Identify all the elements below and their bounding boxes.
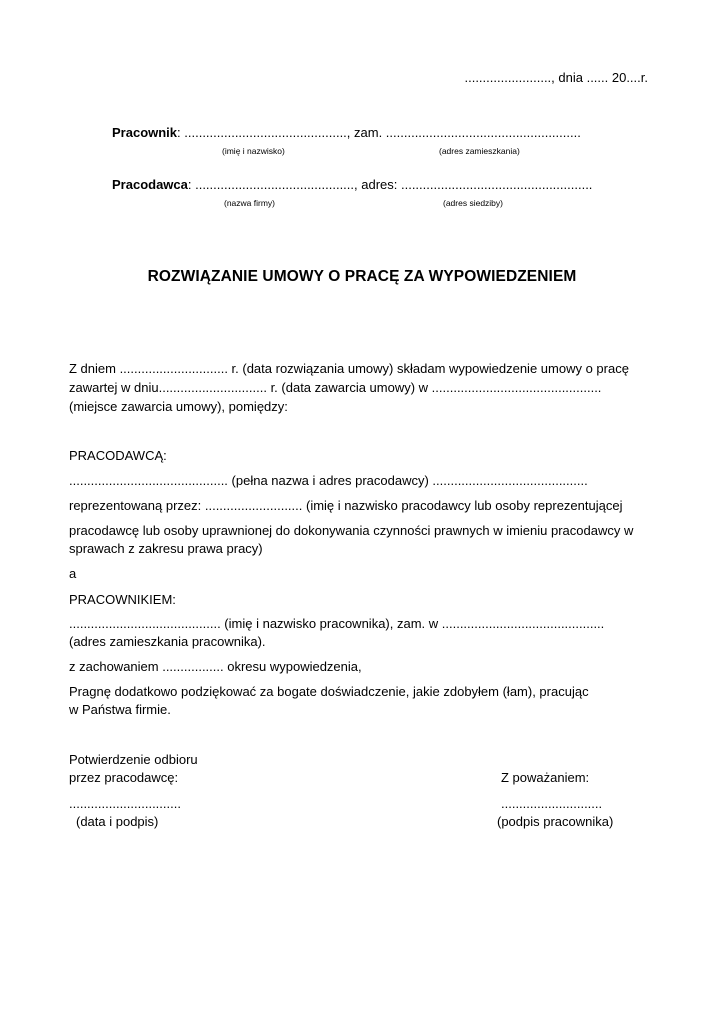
- employer-details: ............................................ (pełna nazwa i adres pracodawcy) ...........................................: [69, 473, 588, 488]
- employer-name-caption: (nazwa firmy): [224, 198, 276, 208]
- document-title: ROZWIĄZANIE UMOWY O PRACĘ ZA WYPOWIEDZENIEM: [147, 268, 577, 285]
- notice-line: z zachowaniem ................. okresu wypowiedzenia,: [69, 659, 362, 674]
- receipt-signature-dots: ...............................: [69, 796, 181, 811]
- employee-fill-line: : ............................................., zam. ......................................................: [177, 125, 581, 140]
- employee-signature-caption: (podpis pracownika): [497, 814, 614, 829]
- employer-fill-line: : ............................................, adres: .....................................................: [187, 177, 593, 192]
- regards-label: Z poważaniem:: [501, 770, 590, 785]
- employee-label: Pracownik: [112, 125, 178, 140]
- employee-name-caption: (imię i nazwisko): [222, 146, 285, 156]
- employer-address-caption: (adres siedziby): [443, 198, 503, 208]
- intro-line-2: zawartej w dniu.............................. r. (data zawarcia umowy) w ...............................................: [69, 380, 602, 395]
- employee-address-caption: (adres zamieszkania): [439, 146, 520, 156]
- receipt-label-line-1: Potwierdzenie odbioru: [69, 752, 198, 767]
- receipt-label-line-2: przez pracodawcę:: [69, 770, 179, 785]
- intro-line-3: (miejsce zawarcia umowy), pomiędzy:: [69, 399, 288, 414]
- employee-row: [112, 125, 581, 141]
- employee-heading: PRACOWNIKIEM:: [69, 592, 176, 607]
- intro-line-1: Z dniem .............................. r. (data rozwiązania umowy) składam wypowiedzenie umowy o pracę: [69, 361, 629, 376]
- employer-row: [112, 177, 592, 193]
- employer-heading: PRACODAWCĄ:: [69, 448, 167, 463]
- thanks-line-2: w Państwa firmie.: [69, 702, 171, 717]
- represented-line: reprezentowaną przez: ........................... (imię i nazwisko pracodawcy lub osoby reprezentującej: [69, 498, 623, 513]
- employee-details-line-1: .......................................... (imię i nazwisko pracownika), zam. w .............................................: [69, 616, 605, 631]
- and-word: a: [69, 566, 77, 581]
- employer-label: Pracodawca: [112, 177, 188, 192]
- authorized-line-1: pracodawcę lub osoby uprawnionej do dokonywania czynności prawnych w imieniu pracodawcy w: [69, 523, 634, 538]
- authorized-line-2: sprawach z zakresu prawa pracy): [69, 541, 263, 556]
- date-line: ........................, dnia ...... 20....r.: [464, 70, 648, 85]
- thanks-line-1: Pragnę dodatkowo podziękować za bogate doświadczenie, jakie zdobyłem (łam), pracując: [69, 684, 589, 699]
- receipt-caption: (data i podpis): [76, 814, 159, 829]
- employee-details-line-2: (adres zamieszkania pracownika).: [69, 634, 266, 649]
- employee-signature-dots: ............................: [501, 796, 603, 811]
